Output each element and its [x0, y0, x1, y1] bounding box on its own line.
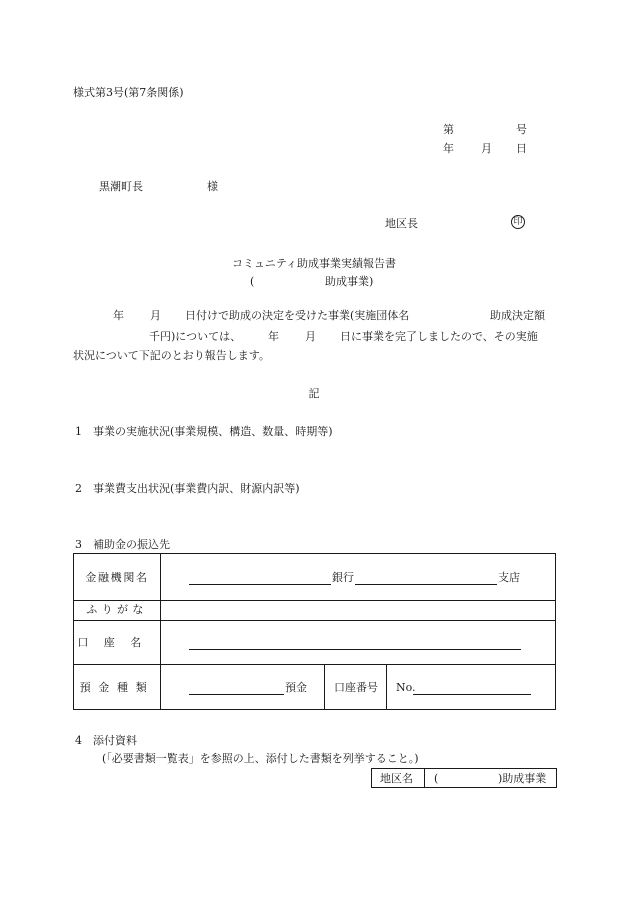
body-month1: 月	[150, 309, 161, 322]
cell-divider	[324, 665, 325, 709]
addressee-name: 黒潮町長	[99, 180, 143, 193]
seal-mark: 印	[511, 215, 525, 229]
account-name-line[interactable]	[189, 649, 521, 650]
branch-suffix: 支店	[498, 571, 520, 584]
column-divider	[160, 554, 161, 709]
no-prefix: No.	[396, 681, 416, 694]
body-text2: 助成決定額	[490, 309, 545, 322]
body-text3: 千円)については、	[149, 330, 242, 343]
body-month2: 月	[305, 330, 316, 343]
bank-name-line[interactable]	[189, 584, 331, 585]
account-name-label: 口座名	[77, 636, 157, 649]
row-divider	[74, 664, 555, 665]
body-text1: 日付けで助成の決定を受けた事業(実施団体名	[185, 309, 410, 322]
cell-divider	[386, 665, 387, 709]
section-1-heading: 1 事業の実施状況(事業規模、構造、数量、時期等)	[75, 425, 333, 438]
body-text5: 状況について下記のとおり報告します。	[73, 349, 270, 362]
addressee-honorific: 様	[207, 180, 218, 193]
area-name-label: 地区名	[380, 772, 413, 785]
section-2-heading: 2 事業費支出状況(事業費内訳、財源内訳等)	[75, 482, 300, 495]
body-year1: 年	[113, 309, 124, 322]
area-paren-open: (	[434, 772, 439, 785]
body-year2: 年	[268, 330, 279, 343]
document-title: コミュニティ助成事業実績報告書	[232, 257, 396, 270]
ki-heading: 記	[308, 387, 320, 400]
area-name-box	[371, 768, 557, 788]
row-divider	[74, 620, 555, 621]
doc-no-prefix: 第	[443, 123, 454, 136]
date-day: 日	[516, 142, 527, 155]
deposit-suffix: 預金	[285, 681, 307, 694]
row-divider	[74, 600, 555, 601]
doc-no-suffix: 号	[516, 123, 527, 136]
date-month: 月	[481, 142, 492, 155]
sender-title: 地区長	[385, 217, 418, 230]
subtitle-open: (	[250, 275, 255, 288]
section-4-heading: 4 添付資料	[75, 734, 137, 747]
bank-table	[73, 553, 556, 710]
section-4-note: (「必要書類一覧表」を参照の上、添付した書類を列挙すること。)	[102, 752, 419, 765]
bank-name-label: 金融機関名	[85, 571, 149, 584]
section-3-heading: 3 補助金の振込先	[75, 538, 170, 551]
date-year: 年	[443, 142, 454, 155]
body-text4: 日に事業を完了しましたので、その実施	[340, 330, 538, 343]
furigana-label: ふりがな	[86, 603, 148, 616]
form-number: 様式第3号(第7条関係)	[73, 86, 184, 99]
subtitle-text: 助成事業)	[325, 275, 374, 288]
deposit-type-line[interactable]	[189, 694, 284, 695]
account-number-line[interactable]	[413, 694, 531, 695]
area-project-text: )助成事業	[498, 772, 547, 785]
bank-suffix: 銀行	[332, 571, 354, 584]
account-number-label: 口座番号	[334, 681, 378, 694]
deposit-type-label: 預金種類	[79, 681, 155, 694]
cell-divider	[424, 769, 425, 787]
branch-name-line[interactable]	[355, 584, 497, 585]
